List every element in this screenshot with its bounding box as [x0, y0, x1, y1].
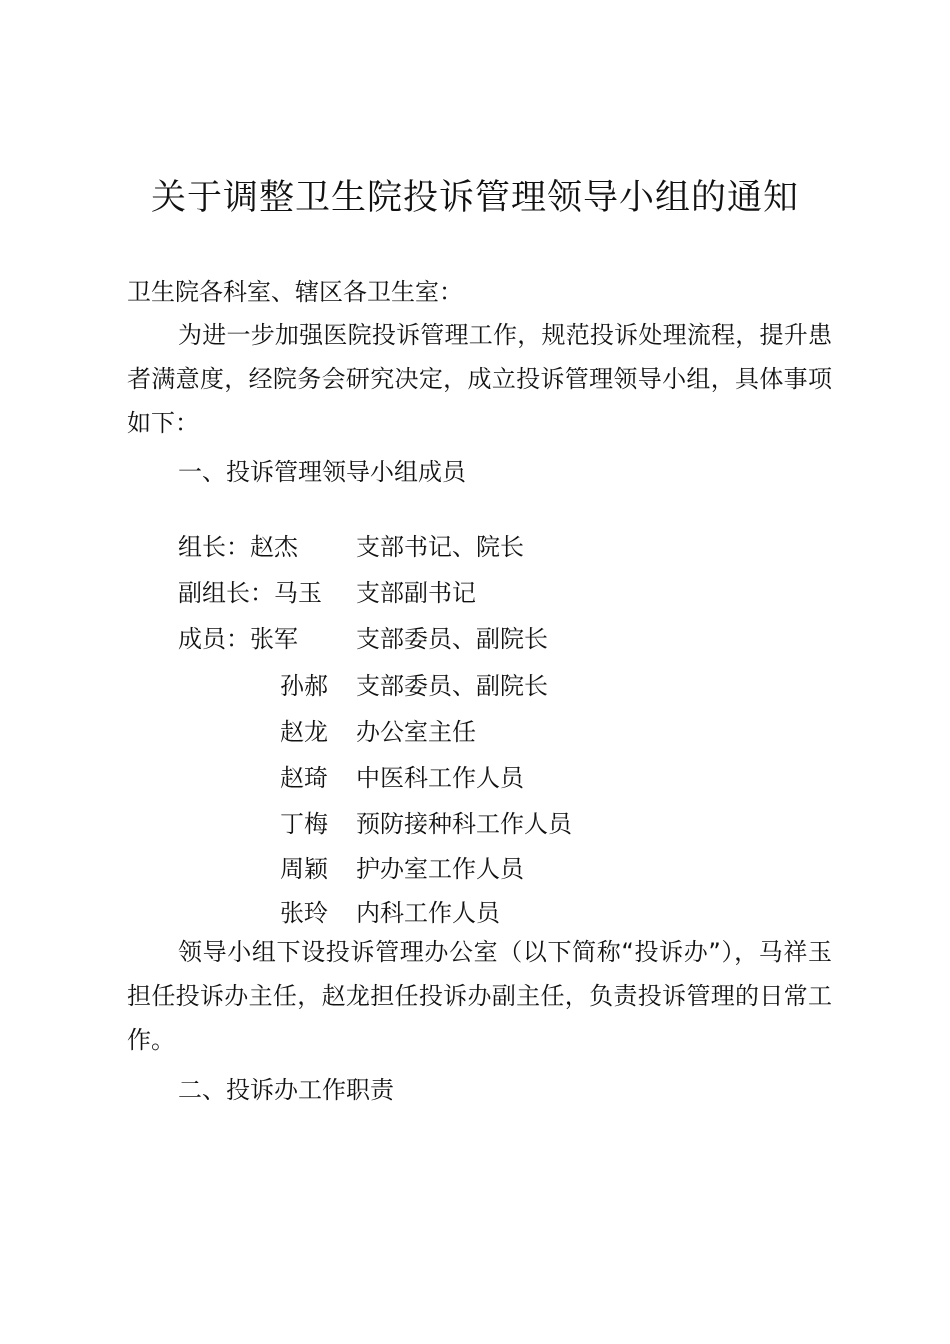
member-label: 成员：张军 — [178, 625, 298, 653]
member-duty: 支部副书记 — [356, 579, 476, 607]
member-label: 周颖 — [280, 855, 328, 883]
member-row-member — [178, 893, 828, 927]
member-label: 赵琦 — [280, 764, 328, 792]
member-label: 赵龙 — [280, 718, 328, 746]
section-heading-members: 一、投诉管理领导小组成员 — [178, 458, 466, 486]
member-row-member — [178, 849, 828, 883]
member-duty: 预防接种科工作人员 — [356, 810, 572, 838]
member-duty: 中医科工作人员 — [356, 764, 524, 792]
document-title: 关于调整卫生院投诉管理领导小组的通知 — [150, 178, 799, 218]
member-label: 孙郝 — [280, 672, 328, 700]
member-duty: 支部委员、副院长 — [356, 672, 548, 700]
member-duty: 办公室主任 — [356, 718, 476, 746]
addressee-line: 卫生院各科室、辖区各卫生室： — [127, 278, 463, 306]
member-duty: 支部委员、副院长 — [356, 625, 548, 653]
section-heading-duties: 二、投诉办工作职责 — [178, 1076, 394, 1104]
member-label: 张玲 — [280, 899, 328, 927]
member-row-member — [178, 804, 828, 838]
intro-paragraph: 为进一步加强医院投诉管理工作，规范投诉处理流程，提升患者满意度，经院务会研究决定，成立投诉管理领导小组，具体事项如下： — [127, 321, 832, 437]
member-row-deputy-leader — [178, 573, 828, 607]
member-row-member — [178, 712, 828, 746]
member-duty: 内科工作人员 — [356, 899, 500, 927]
member-label: 丁梅 — [280, 810, 328, 838]
member-label: 副组长：马玉 — [178, 579, 322, 607]
member-row-member — [178, 758, 828, 792]
member-duty: 支部书记、院长 — [356, 533, 524, 561]
office-paragraph: 领导小组下设投诉管理办公室（以下简称“投诉办”），马祥玉担任投诉办主任，赵龙担任投诉办副主任，负责投诉管理的日常工作。 — [127, 938, 832, 1054]
member-row-member — [178, 619, 828, 653]
member-row-leader — [178, 527, 828, 561]
member-label: 组长：赵杰 — [178, 533, 298, 561]
member-row-member — [178, 666, 828, 700]
member-duty: 护办室工作人员 — [356, 855, 524, 883]
